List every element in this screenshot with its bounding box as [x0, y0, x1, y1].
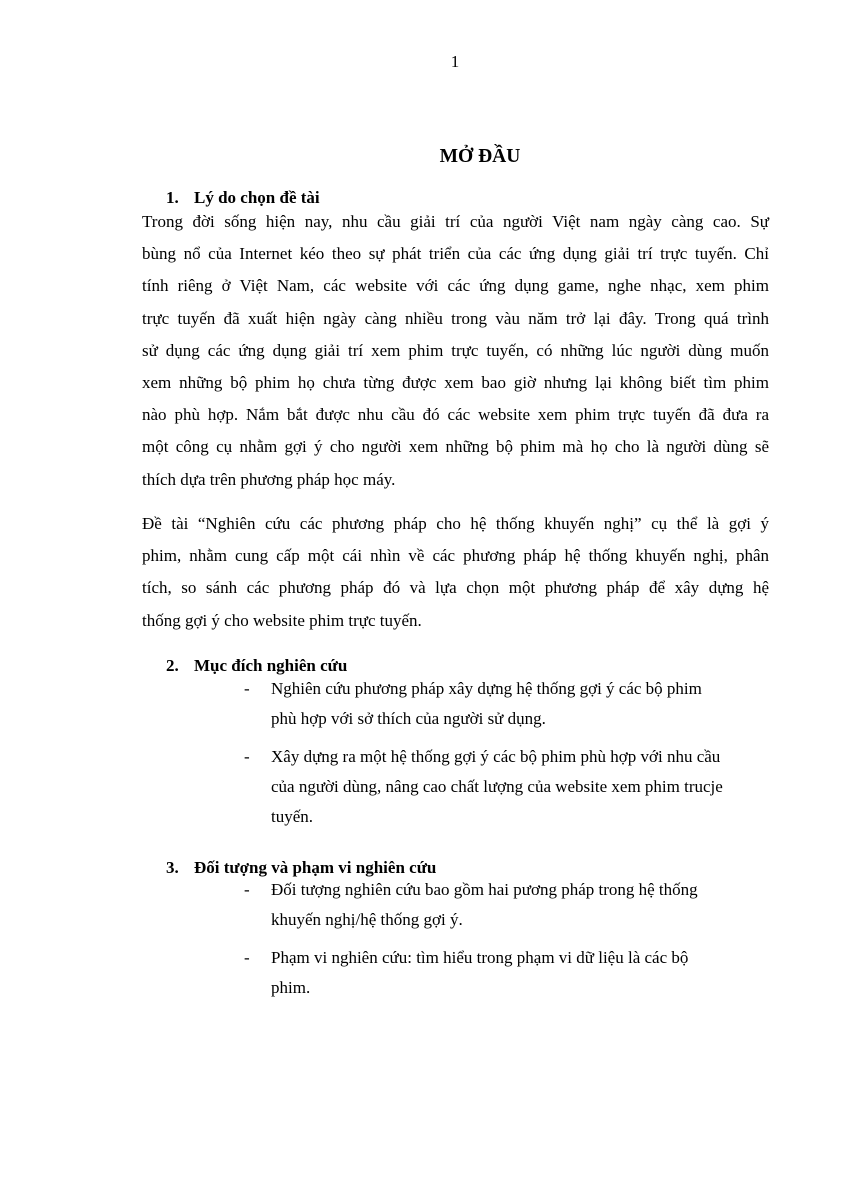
section-1-title: Lý do chọn đề tài — [194, 188, 320, 207]
page-number: 1 — [450, 52, 460, 71]
section-3-number: 3. — [166, 858, 179, 877]
section-2-bullet-list — [244, 674, 774, 840]
paragraph-line: nào phù hợp. Nắm bắt được nhu cầu đó các website xem phim trực tuyến đã đưa ra — [142, 405, 769, 425]
list-item — [244, 875, 774, 935]
list-item-line: phù hợp với sở thích của người sử dụng. — [271, 709, 546, 728]
section-2-title: Mục đích nghiên cứu — [194, 656, 348, 675]
list-item-line: khuyến nghị/hệ thống gợi ý. — [271, 910, 463, 929]
paragraph-line: thống gợi ý cho website phim trực tuyến. — [142, 610, 422, 630]
bullet-dash: - — [244, 679, 250, 698]
bullet-dash: - — [244, 948, 250, 967]
list-item-line: Xây dựng ra một hệ thống gợi ý các bộ phim phù hợp với nhu cầu — [271, 747, 721, 766]
paragraph-line: tích, so sánh các phương pháp đó và lựa chọn một phương pháp để xây dựng hệ — [142, 578, 769, 598]
list-item-line: Đối tượng nghiên cứu bao gồm hai pương pháp trong hệ thống — [271, 880, 698, 899]
list-item-line: Nghiên cứu phương pháp xây dựng hệ thống gợi ý các bộ phim — [271, 679, 702, 698]
section-3-bullet-list — [244, 875, 774, 1011]
page-title: MỞ ĐẦU — [439, 146, 521, 167]
paragraph-line: phim, nhằm cung cấp một cái nhìn về các phương pháp hệ thống khuyến nghị, phân — [142, 546, 769, 566]
list-item-line: Phạm vi nghiên cứu: tìm hiểu trong phạm vi dữ liệu là các bộ — [271, 948, 689, 967]
paragraph-line: thích dựa trên phương pháp học máy. — [142, 469, 396, 489]
paragraph-line: Trong đời sống hiện nay, nhu cầu giải trí của người Việt nam ngày càng cao. Sự — [142, 212, 769, 231]
paragraph-line: một công cụ nhằm gợi ý cho người xem những bộ phim mà họ cho là người dùng sẽ — [142, 437, 769, 457]
section-3-title: Đối tượng và phạm vi nghiên cứu — [194, 858, 437, 877]
list-item — [244, 742, 774, 832]
bullet-dash: - — [244, 880, 250, 899]
paragraph-line: sử dụng các ứng dụng giải trí xem phim trực tuyến, có những lúc người dùng muốn — [142, 340, 769, 360]
section-2-heading — [166, 656, 347, 676]
section-1-number: 1. — [166, 188, 179, 207]
list-item — [244, 943, 774, 1003]
bullet-dash: - — [244, 747, 250, 766]
list-item-line: tuyến. — [271, 807, 314, 826]
list-item-line: phim. — [271, 978, 311, 997]
section-2-number: 2. — [166, 656, 179, 675]
paragraph-line: Đề tài “Nghiên cứu các phương pháp cho hệ thống khuyến nghị” cụ thể là gợi ý — [142, 514, 769, 533]
list-item — [244, 674, 774, 734]
paragraph-line: tính riêng ở Việt Nam, các website với các ứng dụng game, nghe nhạc, xem phim — [142, 276, 769, 296]
paragraph-line: xem những bộ phim họ chưa từng được xem bao giờ nhưng lại không biết tìm phim — [142, 372, 769, 392]
paragraph-line: trực tuyến đã xuất hiện ngày càng nhiều trong vàu năm trở lại đây. Trong quá trình — [142, 308, 769, 328]
paragraph-line: bùng nổ của Internet kéo theo sự phát triển của các ứng dụng giải trí trực tuyến. Chỉ — [142, 244, 769, 264]
section-1-paragraph-2 — [142, 508, 769, 637]
section-1-heading — [166, 188, 320, 208]
list-item-line: của người dùng, nâng cao chất lượng của website xem phim trucje — [271, 777, 723, 796]
section-1-paragraph-1 — [142, 206, 769, 496]
